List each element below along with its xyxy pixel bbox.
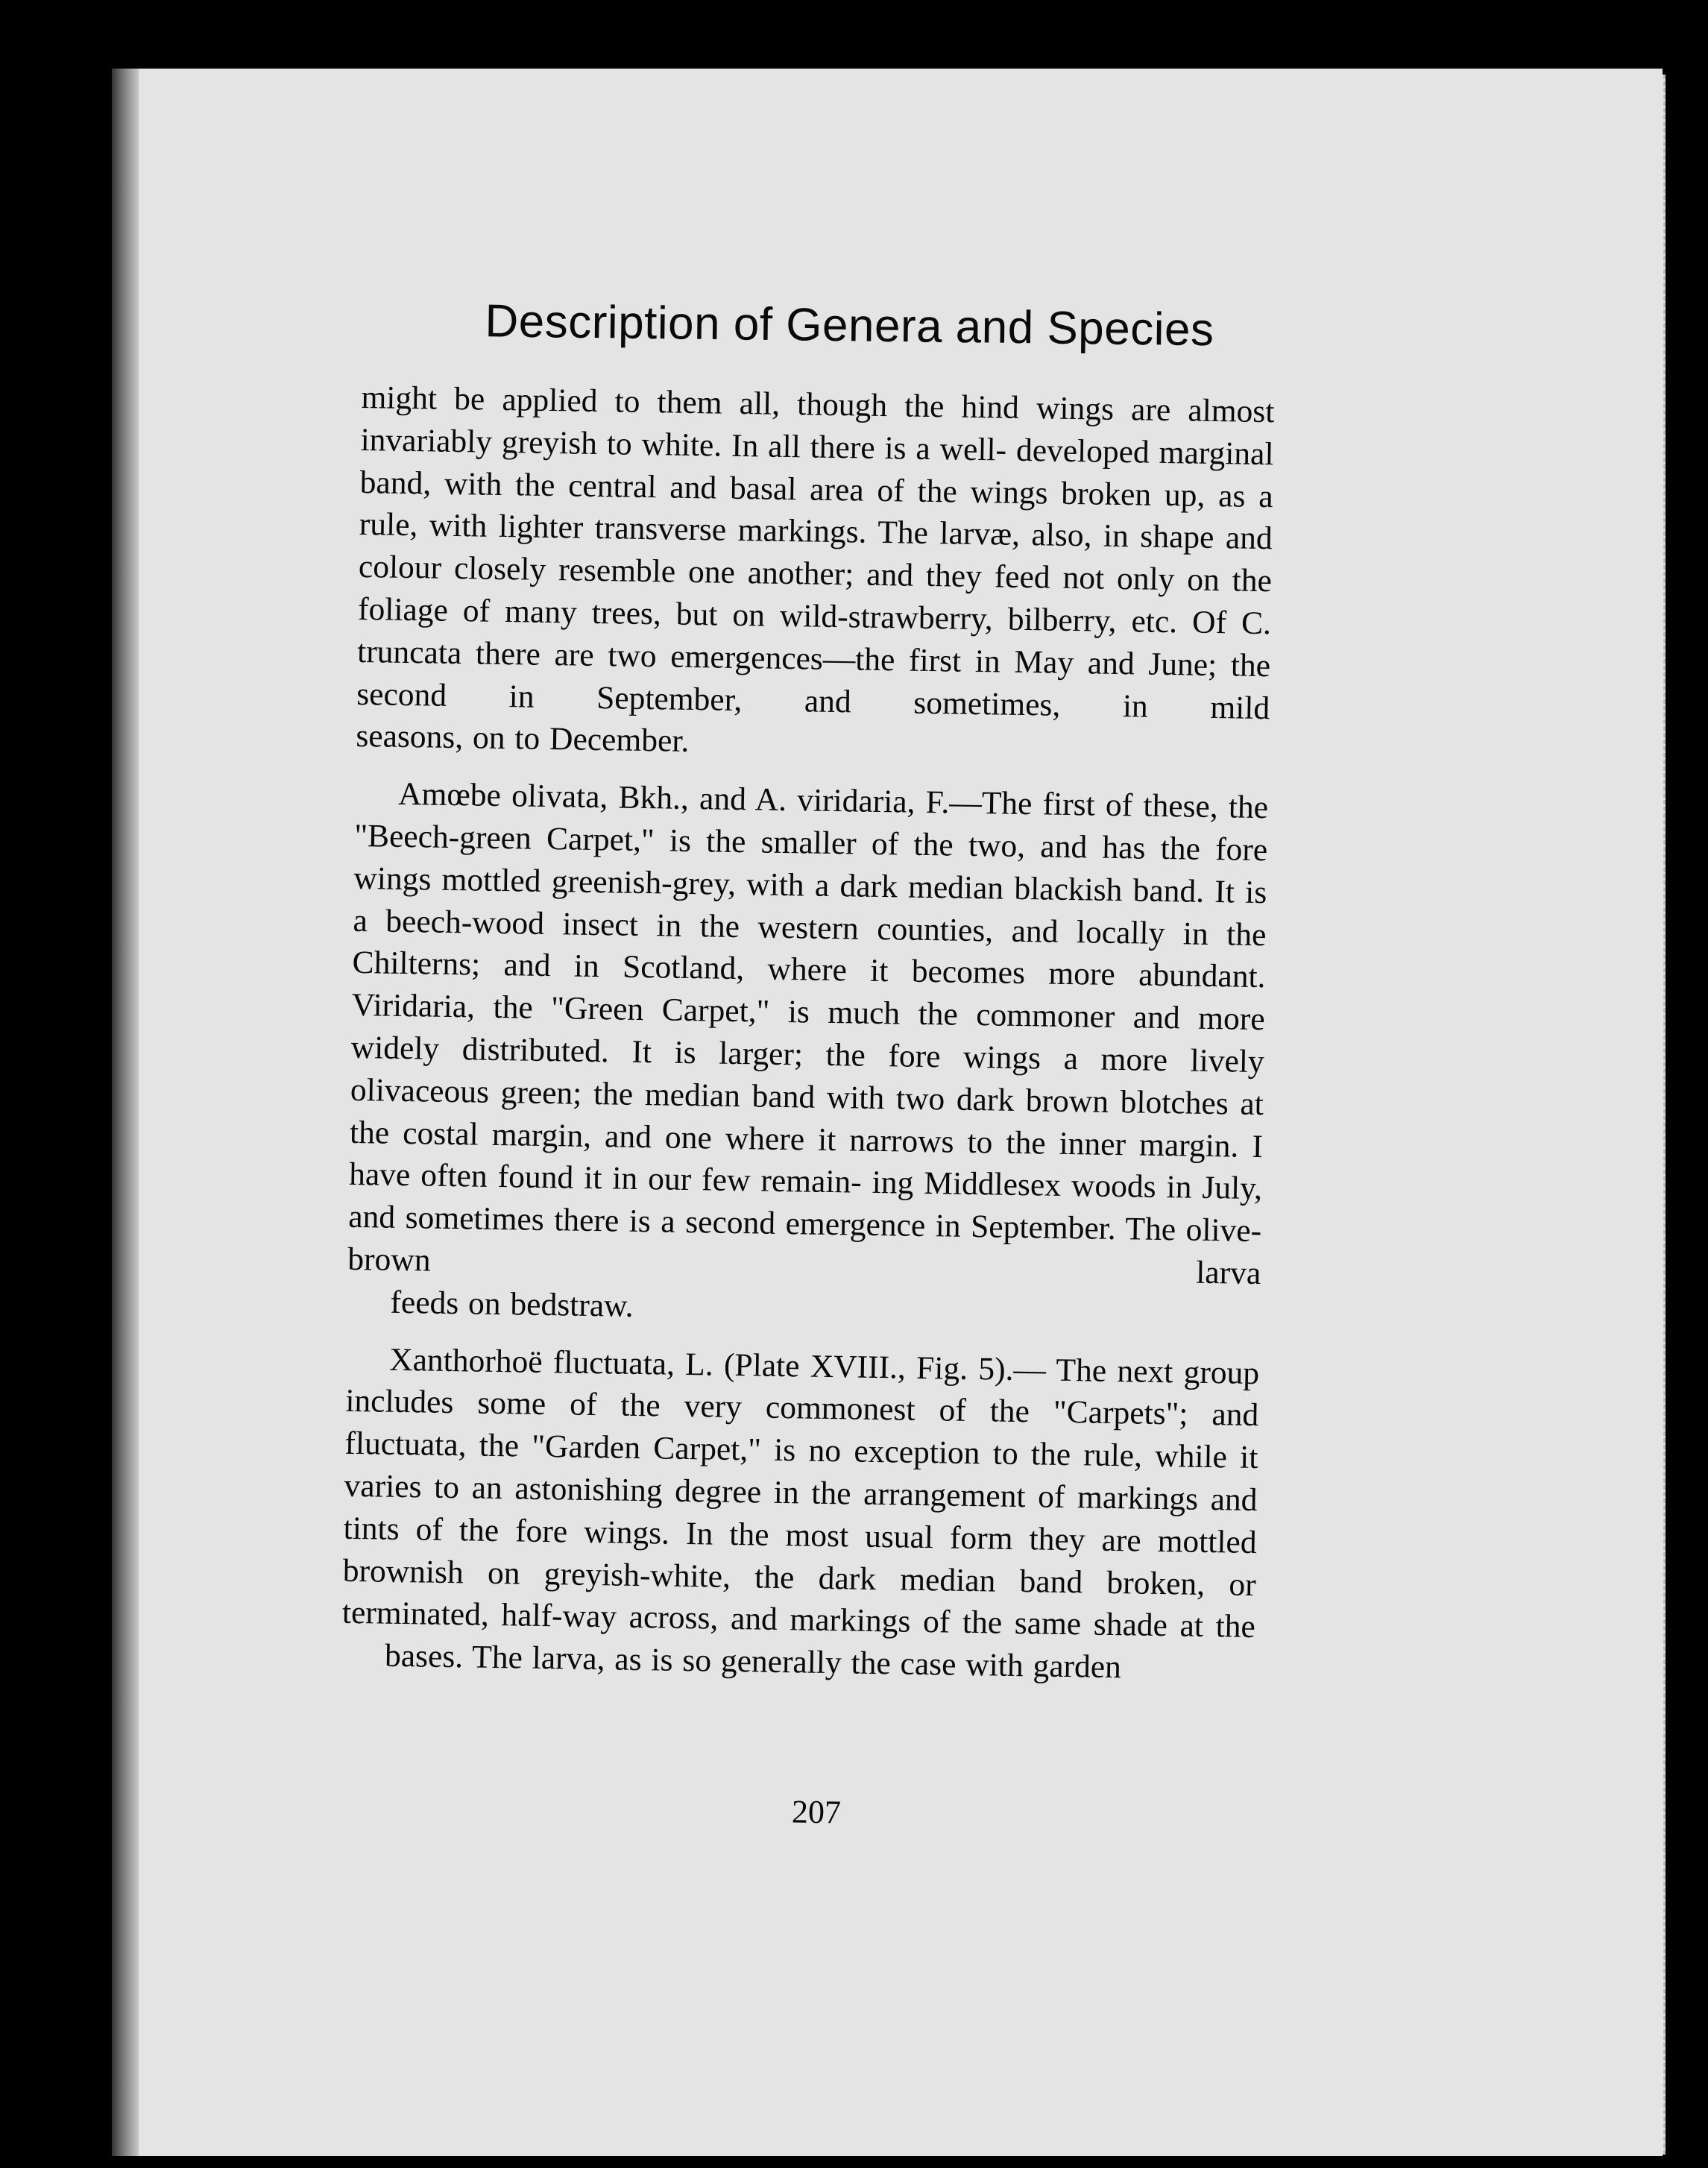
text-line: of the wings broken up, as a rule, with lighter transverse [359, 472, 1274, 549]
running-header: Description of Genera and Species [485, 295, 1214, 356]
paragraph-amoebe [347, 772, 1268, 1337]
text-line: seasons, on to December. [356, 718, 690, 760]
text-line: of these, the "Beech-green Carpet," is the smaller of the [353, 787, 1269, 863]
text-line: In the most usual form they are mottled brownish on [342, 1515, 1257, 1592]
text-line: bases. The larva, as is so generally the case with garden [384, 1637, 1122, 1686]
text-line: two, and has the fore wings mottled greenish-grey, with a [353, 827, 1268, 904]
text-line: dark median blackish band. It is a beech-wood insect in [353, 867, 1267, 944]
text-line: feeds on bedstraw. [390, 1284, 634, 1324]
text-line: in the arrangement of markings and tints of the fore wings. [343, 1474, 1258, 1551]
text-line: Xanthorhoë fluctuata, L. (Plate XVIII., Fig. 5).— [388, 1341, 1047, 1388]
page-edge [1657, 75, 1666, 2155]
text-line: the "Green Carpet," is much the commoner and more [493, 989, 1265, 1038]
text-line: greyish-white, the dark median band broken, or terminated, [341, 1555, 1257, 1633]
text-line: blotches at the costal margin, and one where it narrows to [349, 1083, 1264, 1160]
text-line: ing Middlesex woods in July, and sometimes there is a [347, 1165, 1263, 1240]
text-line: developed marginal band, with the central and basal area [359, 432, 1274, 508]
text-line: half-way across, and markings of the same shade at the [501, 1597, 1256, 1645]
text-line: might be applied to them all, though the hind wings are [361, 379, 1171, 429]
text-line: the inner margin. I have often found it in our few remain- [348, 1124, 1264, 1201]
text-line: the western counties, and locally in the Chilterns; and in [352, 907, 1267, 985]
page-gutter [112, 69, 139, 2156]
text-line: exception to the rule, while it varies to an astonishing degree [344, 1433, 1258, 1510]
paragraph-xanthorhoe [341, 1337, 1260, 1691]
text-line: June; the second in September, and sometimes, in mild [356, 646, 1271, 726]
text-line: Amœbe olivata, Bkh., and A. viridaria, F.—The first [397, 776, 1096, 823]
text-line: of many trees, but on wild-strawberry, bilberry, etc. Of [462, 593, 1227, 641]
text-line: olivaceous green; the median band with two dark brown [350, 1071, 1109, 1120]
body-text [341, 376, 1275, 1706]
page-number: 207 [791, 1793, 842, 1831]
text-line: "Carpets"; and fluctuata, the "Garden Carpet," is no [344, 1394, 1259, 1469]
text-line: The next group includes some of the very commonest of the [345, 1352, 1260, 1430]
text-line: second emergence in September. The olive-brown larva [347, 1204, 1262, 1292]
text-line: markings. The larvæ, also, in shape and colour closely [358, 512, 1273, 588]
text-line: widely distributed. It is larger; the fore wings a more lively [350, 1029, 1265, 1080]
text-line: almost invariably greyish to white. In all there is a well- [360, 392, 1275, 468]
text-line: resemble one another; and they feed not only on the foliage [357, 552, 1273, 628]
text-line: C. truncata there are two emergences—the first in May and [356, 605, 1272, 682]
paragraph-continuation [356, 376, 1275, 772]
text-line: Scotland, where it becomes more abundant. Viridaria, [351, 948, 1266, 1025]
